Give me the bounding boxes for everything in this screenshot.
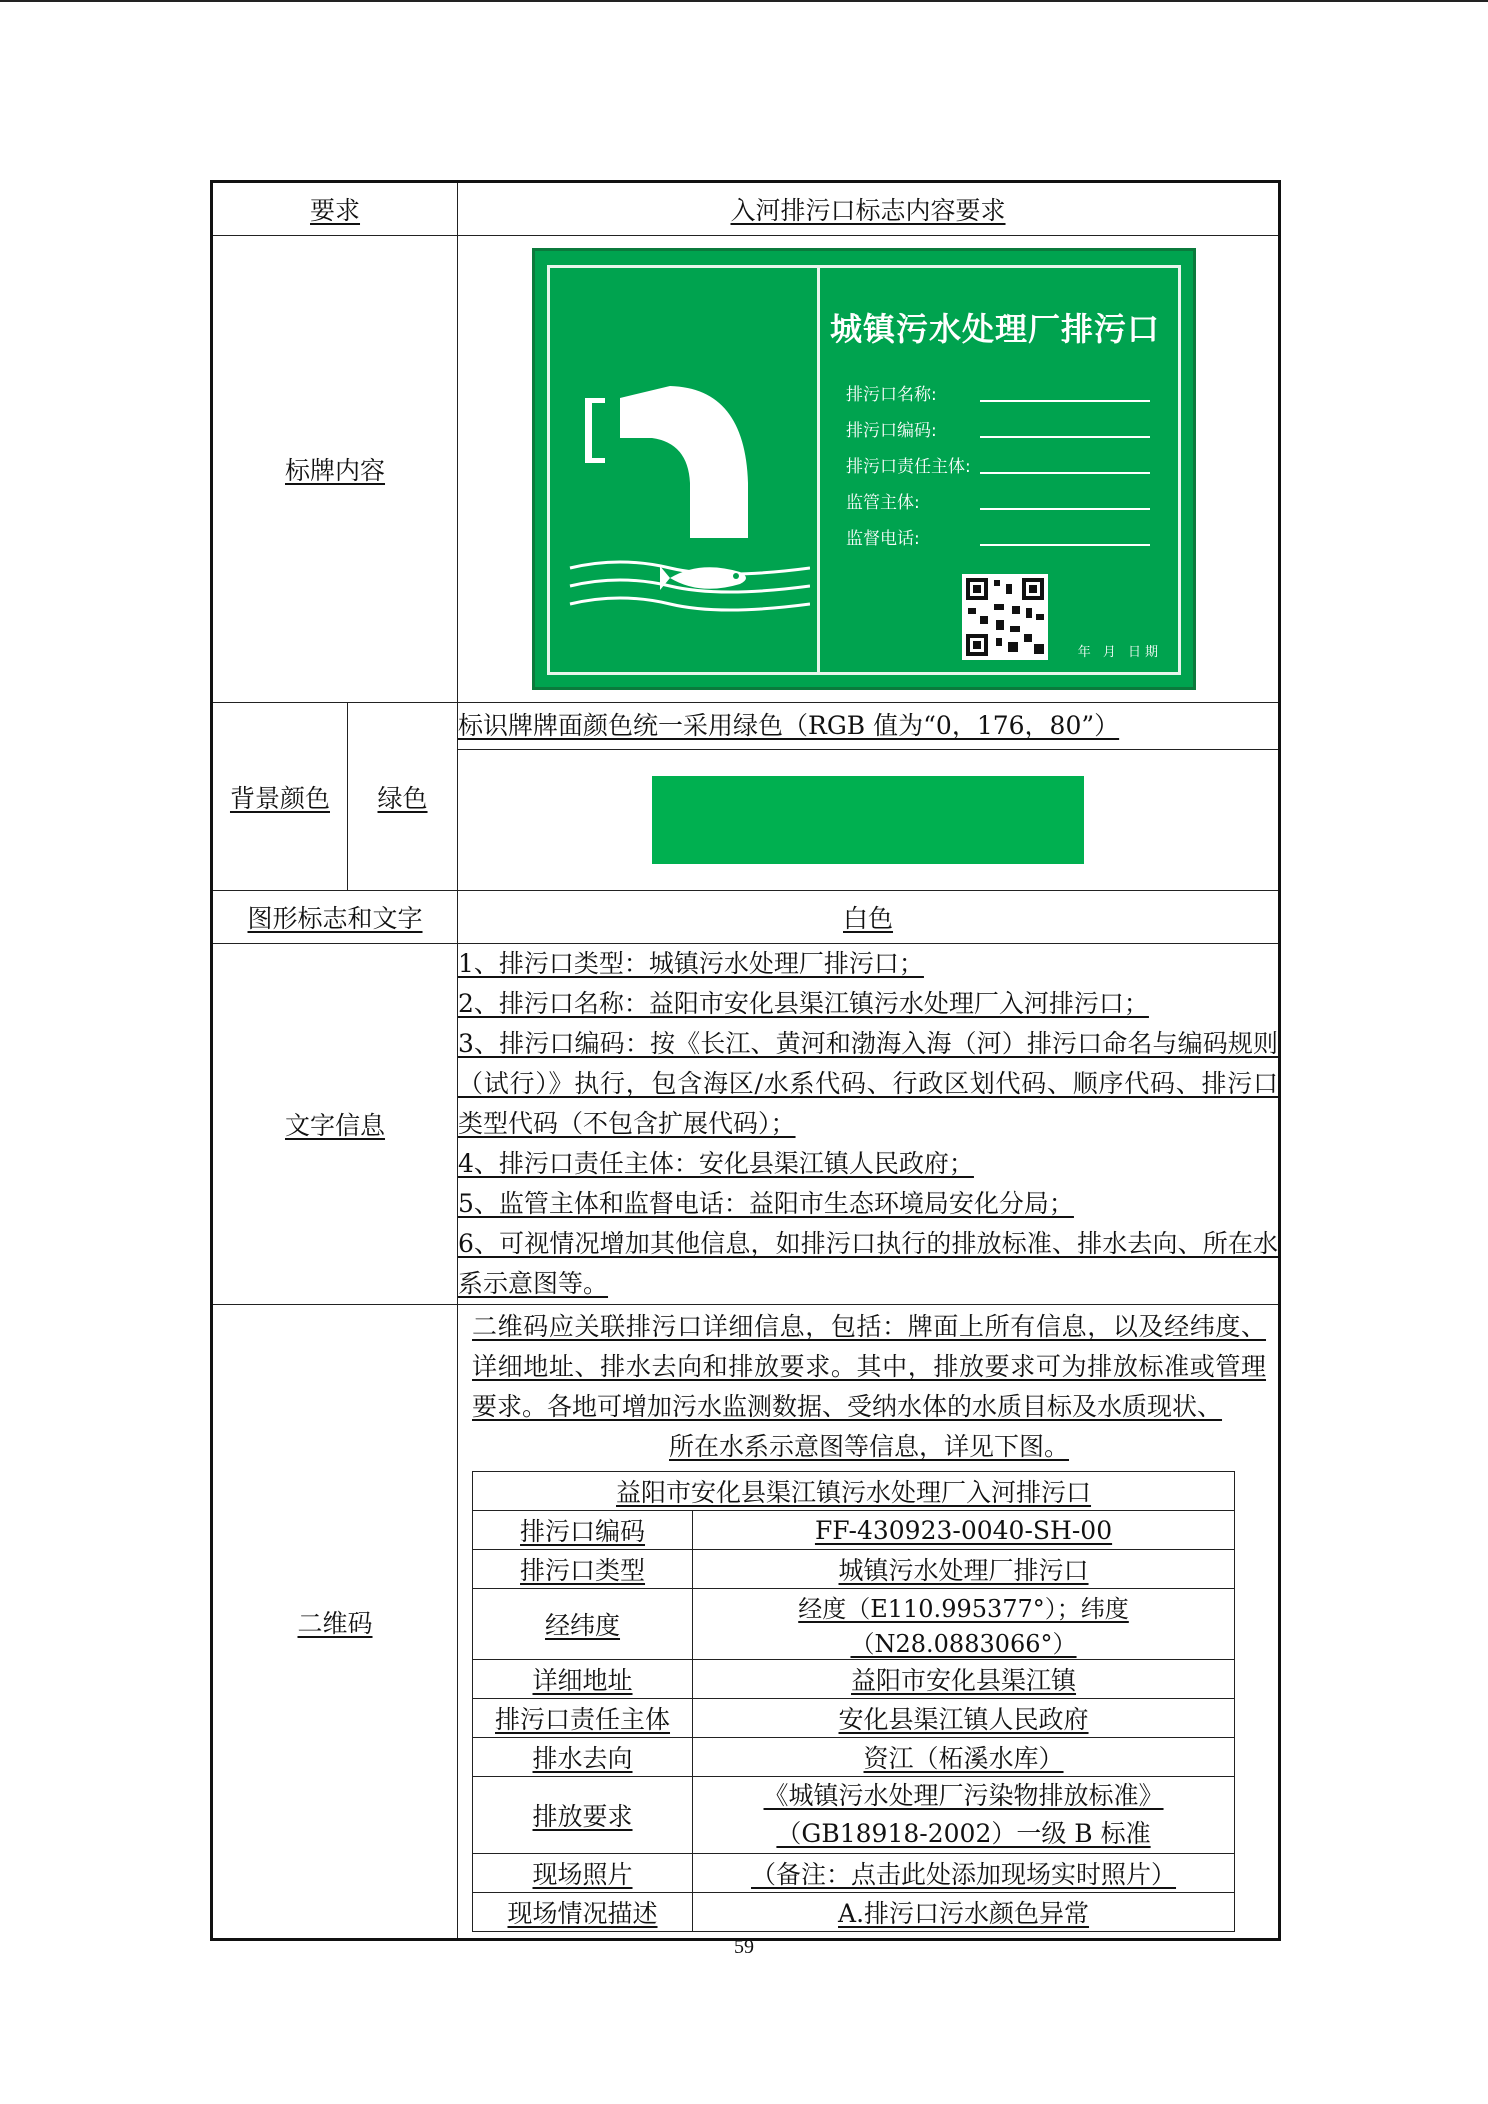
table-row: 现场照片 （备注：点击此处添加现场实时照片） — [473, 1854, 1235, 1893]
table-row: 排污口责任主体 安化县渠江镇人民政府 — [473, 1699, 1235, 1738]
page-number: 59 — [734, 1936, 754, 1958]
bg-color-label: 背景颜色 — [212, 703, 348, 891]
sign-row — [212, 236, 1280, 703]
table-row: 经纬度 经度（E110.995377°）；纬度（N28.0883066°） — [473, 1589, 1235, 1660]
qr-table-title: 益阳市安化县渠江镇污水处理厂入河排污口 — [473, 1472, 1235, 1511]
sign-field-code: 排污口编码: — [846, 421, 937, 441]
table-row: 排污口编码 FF-430923-0040-SH-00 — [473, 1511, 1235, 1550]
sign-cell — [458, 236, 1280, 703]
table-row: 排放要求 《城镇污水处理厂污染物排放标准》 （GB18918-2002）一级 B 标准 — [473, 1777, 1235, 1854]
bg-color-desc: 标识牌牌面颜色统一采用绿色（RGB 值为“0，176，80”） — [458, 703, 1280, 750]
sign-field-supervisor: 监管主体: — [846, 493, 920, 513]
sign-field-name: 排污口名称: — [846, 385, 937, 405]
requirements-table — [210, 180, 1281, 1941]
table-row: 排水去向 资江（柘溪水库） — [473, 1738, 1235, 1777]
outfall-sign — [532, 248, 1196, 690]
text-info-item: 5、监管主体和监督电话：益阳市生态环境局安化分局； — [458, 1189, 1074, 1218]
qr-intro-last: 所在水系示意图等信息，详见下图。 — [669, 1432, 1070, 1461]
bg-color-sublabel: 绿色 — [348, 703, 458, 891]
text-info-row — [212, 944, 1280, 1305]
sign-field-line — [980, 508, 1150, 510]
sign-title: 城镇污水处理厂排污口 — [830, 310, 1161, 348]
graphic-value: 白色 — [458, 891, 1280, 944]
sign-left-panel — [547, 265, 817, 675]
header-col2: 入河排污口标志内容要求 — [458, 182, 1280, 236]
text-info-item: 6、可视情况增加其他信息，如排污口执行的排放标准、排水去向、所在水系示意图等。 — [458, 1229, 1279, 1298]
color-swatch — [652, 776, 1084, 864]
text-info-item: 4、排污口责任主体：安化县渠江镇人民政府； — [458, 1149, 974, 1178]
qr-cell — [458, 1305, 1280, 1940]
sign-field-phone: 监督电话: — [846, 529, 920, 549]
sign-field-line — [980, 400, 1150, 402]
qr-intro: 二维码应关联排污口详细信息，包括：牌面上所有信息，以及经纬度、详细地址、排水去向和排放要求。其中，排放要求可为排放标准或管理要求。各地可增加污水监测数据、受纳水体的水质目标及水质现状、 — [472, 1312, 1267, 1421]
sign-field-responsible: 排污口责任主体: — [846, 457, 971, 477]
text-info-item: 3、排污口编码：按《长江、黄河和渤海入海（河）排污口命名与编码规则（试行）》执行，包含海区/水系代码、行政区划代码、顺序代码、排污口类型代码（不包含扩展代码）； — [458, 1029, 1279, 1138]
qr-code-icon — [962, 574, 1048, 660]
qr-label: 二维码 — [212, 1305, 458, 1940]
sign-label: 标牌内容 — [212, 236, 458, 703]
graphic-label: 图形标志和文字 — [212, 891, 458, 944]
qr-info-table — [472, 1471, 1235, 1932]
text-info-item: 1、排污口类型：城镇污水处理厂排污口； — [458, 949, 924, 978]
table-row: 现场情况描述 A.排污口污水颜色异常 — [473, 1893, 1235, 1932]
sign-field-line — [980, 436, 1150, 438]
sign-field-line — [980, 472, 1150, 474]
header-col1: 要求 — [212, 182, 458, 236]
top-rule — [0, 0, 1488, 2]
graphic-row — [212, 891, 1280, 944]
header-row — [212, 182, 1280, 236]
bg-color-row — [212, 703, 1280, 750]
text-info-item: 2、排污口名称：益阳市安化县渠江镇污水处理厂入河排污口； — [458, 989, 1149, 1018]
outfall-pipe-icon — [550, 268, 810, 668]
table-row: 排污口类型 城镇污水处理厂排污口 — [473, 1550, 1235, 1589]
sign-date: 年 月 日期 — [1077, 645, 1163, 660]
sign-field-line — [980, 544, 1150, 546]
text-info-label: 文字信息 — [212, 944, 458, 1305]
fish-icon — [660, 558, 760, 598]
table-row: 详细地址 益阳市安化县渠江镇 — [473, 1660, 1235, 1699]
text-info-list — [458, 944, 1280, 1305]
sign-right-panel — [817, 265, 1181, 675]
bg-swatch-cell — [458, 750, 1280, 891]
qr-row — [212, 1305, 1280, 1940]
